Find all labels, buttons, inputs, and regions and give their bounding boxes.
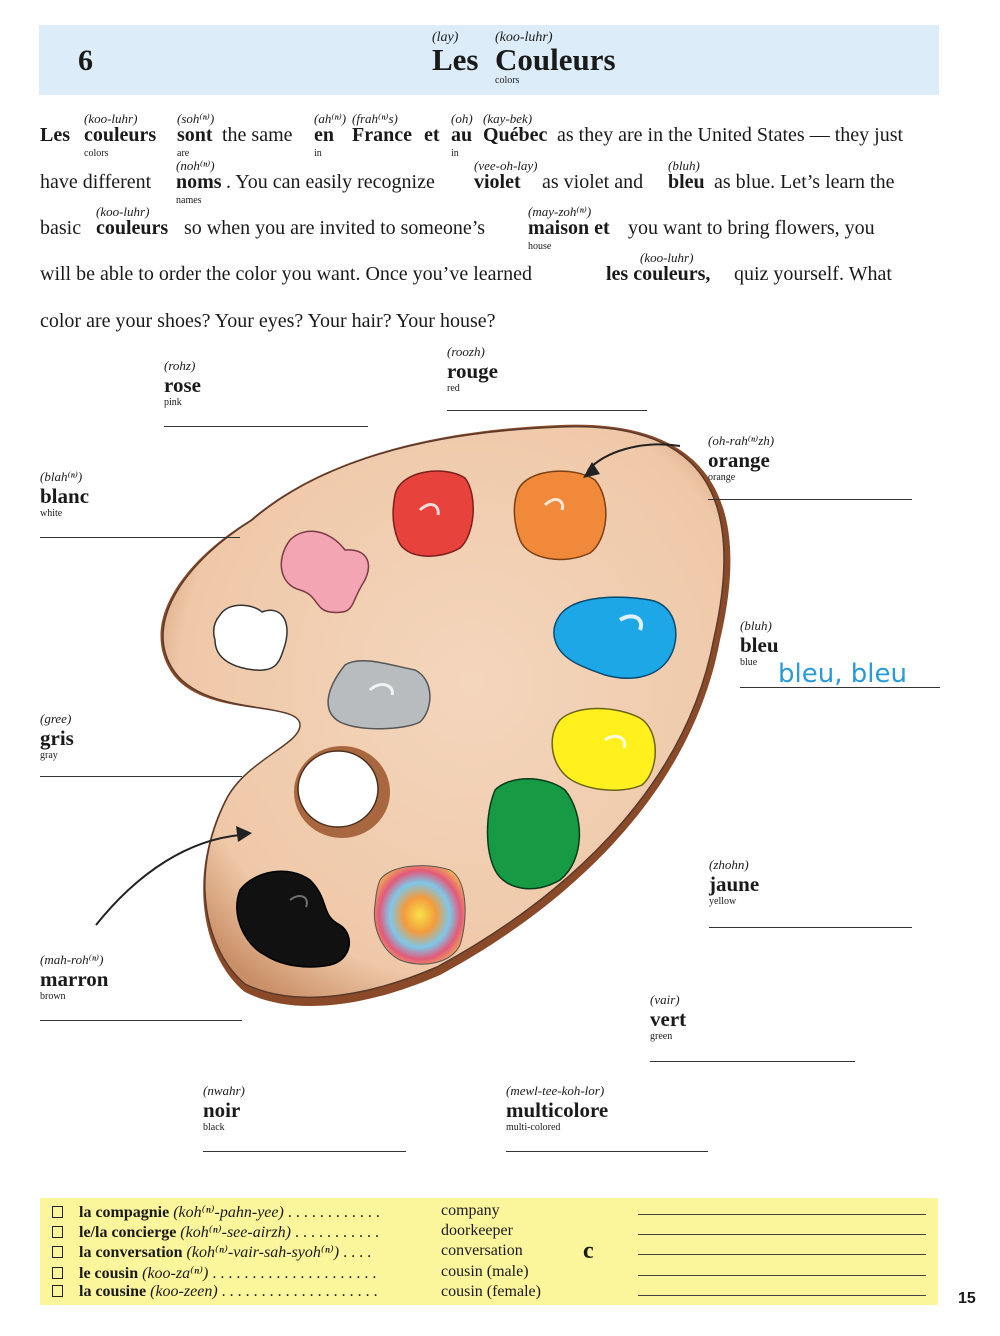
vocab-row: la compagnie (koh⁽ⁿ⁾-pahn-yee) . . . . . . . . . . . . bbox=[52, 1202, 380, 1222]
para-translation-couleurs: colors bbox=[84, 148, 109, 159]
answer-line-marron[interactable] bbox=[40, 1020, 242, 1021]
color-label-multicolore: (mewl-tee-koh-lor) multicolore multi-colored bbox=[506, 1083, 609, 1133]
color-label-rose: (rohz) rose pink bbox=[164, 358, 201, 408]
para-phonetic-les-couleurs: (koo-luhr) bbox=[640, 250, 694, 265]
para-translation-en: in bbox=[314, 148, 322, 159]
para-word-france: France bbox=[352, 124, 412, 146]
para-phonetic-au: (oh) bbox=[451, 111, 473, 126]
para-word-quebec: Québec bbox=[483, 124, 548, 146]
answer-line-rose[interactable] bbox=[164, 426, 368, 427]
step-number: 6 bbox=[78, 44, 93, 77]
answer-line-vert[interactable] bbox=[650, 1061, 855, 1062]
title-phonetic-couleurs: (koo-luhr) bbox=[495, 30, 553, 45]
vocab-answer-line[interactable] bbox=[638, 1234, 926, 1235]
color-label-rouge: (roozh) rouge red bbox=[447, 344, 498, 394]
para-word-et: et bbox=[424, 124, 440, 146]
para-phonetic-noms: (noh⁽ⁿ⁾) bbox=[176, 158, 215, 173]
para-word-les-couleurs: les couleurs, bbox=[606, 263, 711, 285]
white-paint-blob bbox=[214, 605, 287, 670]
para-text: have different bbox=[40, 171, 152, 193]
para-word-couleurs: couleurs bbox=[96, 217, 169, 239]
vocab-answer-line[interactable] bbox=[638, 1214, 926, 1215]
para-text: so when you are invited to someone’s bbox=[184, 217, 486, 239]
para-phonetic-sont: (soh⁽ⁿ⁾) bbox=[177, 111, 215, 126]
handwritten-answer-bleu: bleu, bleu bbox=[778, 659, 907, 689]
para-text: . You can easily recognize bbox=[226, 171, 435, 193]
vocab-row: le cousin (koo-za⁽ⁿ⁾) . . . . . . . . . . . . . . . . . . . . . bbox=[52, 1263, 376, 1283]
para-phonetic-en: (ah⁽ⁿ⁾) bbox=[314, 111, 347, 126]
para-phonetic-bleu: (bluh) bbox=[668, 158, 700, 173]
para-translation-noms: names bbox=[176, 195, 202, 206]
para-phonetic-quebec: (kay-bek) bbox=[483, 111, 533, 126]
checkbox-icon[interactable] bbox=[52, 1285, 63, 1297]
para-text: color are your shoes? Your eyes? Your hair? Your house? bbox=[40, 310, 496, 332]
para-phonetic-couleurs: (koo-luhr) bbox=[96, 204, 150, 219]
color-label-jaune: (zhohn) jaune yellow bbox=[709, 857, 760, 907]
para-phonetic-violet: (vee-oh-lay) bbox=[474, 158, 538, 173]
orange-paint-blob bbox=[514, 471, 605, 559]
para-word-en: en bbox=[314, 124, 334, 146]
vocab-meaning: company bbox=[441, 1202, 500, 1219]
para-text: quiz yourself. What bbox=[734, 263, 892, 285]
para-word-violet: violet bbox=[474, 171, 521, 193]
answer-line-bleu[interactable] bbox=[740, 687, 940, 688]
answer-line-jaune[interactable] bbox=[709, 927, 912, 928]
para-word-couleurs: couleurs bbox=[84, 124, 157, 146]
yellow-paint-blob bbox=[552, 708, 655, 790]
color-label-marron: (mah-roh⁽ⁿ⁾) marron brown bbox=[40, 952, 109, 1002]
multicolor-paint-blob bbox=[374, 866, 465, 964]
title-word-les: Les bbox=[432, 42, 479, 77]
para-translation-sont: are bbox=[177, 148, 190, 159]
checkbox-icon[interactable] bbox=[52, 1226, 63, 1238]
para-phonetic-couleurs: (koo-luhr) bbox=[84, 111, 138, 126]
para-text: you want to bring flowers, you bbox=[628, 217, 875, 239]
vocab-answer-line[interactable] bbox=[638, 1275, 926, 1276]
vocab-meaning: cousin (male) bbox=[441, 1263, 529, 1280]
vocab-answer-line[interactable] bbox=[638, 1295, 926, 1296]
red-paint-blob bbox=[393, 471, 473, 556]
title-word-couleurs: Couleurs bbox=[495, 42, 616, 77]
answer-line-blanc[interactable] bbox=[40, 537, 240, 538]
para-word-noms: noms bbox=[176, 171, 222, 193]
page-number: 15 bbox=[958, 1290, 976, 1307]
para-phonetic-france: (frah⁽ⁿ⁾s) bbox=[352, 111, 398, 126]
checkbox-icon[interactable] bbox=[52, 1267, 63, 1279]
para-word-sont: sont bbox=[177, 124, 213, 146]
para-text: will be able to order the color you want. Once you’ve learned bbox=[40, 263, 533, 285]
para-text: basic bbox=[40, 217, 82, 239]
para-text: as violet and bbox=[542, 171, 644, 193]
answer-line-rouge[interactable] bbox=[447, 410, 647, 411]
color-label-blanc: (blah⁽ⁿ⁾) blanc white bbox=[40, 469, 90, 519]
para-text: as blue. Let’s learn the bbox=[714, 171, 895, 193]
gray-paint-blob bbox=[328, 661, 430, 729]
para-text: as they are in the United States — they just bbox=[557, 124, 904, 146]
para-word-les: Les bbox=[40, 124, 70, 146]
color-label-bleu: (bluh) bleu blue bbox=[740, 618, 779, 668]
answer-line-multicolore[interactable] bbox=[506, 1151, 708, 1152]
para-text: the same bbox=[222, 124, 293, 146]
color-label-orange: (oh-rah⁽ⁿ⁾zh) orange orange bbox=[708, 433, 775, 483]
color-label-gris: (gree) gris gray bbox=[40, 711, 74, 761]
title-phonetic-les: (lay) bbox=[432, 30, 459, 45]
para-word-maison: maison et bbox=[528, 217, 610, 239]
answer-line-gris[interactable] bbox=[40, 776, 242, 777]
vocab-meaning: cousin (female) bbox=[441, 1283, 541, 1300]
color-label-vert: (vair) vert green bbox=[650, 992, 687, 1042]
para-word-bleu: bleu bbox=[668, 171, 705, 193]
para-phonetic-maison: (may-zoh⁽ⁿ⁾) bbox=[528, 204, 592, 219]
green-paint-blob bbox=[488, 779, 580, 889]
color-label-noir: (nwahr) noir black bbox=[203, 1083, 245, 1133]
para-word-au: au bbox=[451, 124, 473, 146]
checkbox-icon[interactable] bbox=[52, 1206, 63, 1218]
vocab-meaning: doorkeeper bbox=[441, 1222, 513, 1239]
vocab-row: la conversation (koh⁽ⁿ⁾-vair-sah-syoh⁽ⁿ⁾) . . . . bbox=[52, 1242, 371, 1262]
para-translation-au: in bbox=[451, 148, 459, 159]
checkbox-icon[interactable] bbox=[52, 1246, 63, 1258]
answer-line-orange[interactable] bbox=[708, 499, 912, 500]
para-translation-maison: house bbox=[528, 241, 552, 252]
vocab-meaning: conversation bbox=[441, 1242, 523, 1259]
vocab-letter: c bbox=[583, 1238, 594, 1264]
vocab-row: la cousine (koo-zeen) . . . . . . . . . . . . . . . . . . . . bbox=[52, 1283, 378, 1303]
vocab-row: le/la concierge (koh⁽ⁿ⁾-see-airzh) . . . . . . . . . . . bbox=[52, 1222, 379, 1242]
vocab-answer-line[interactable] bbox=[638, 1254, 926, 1255]
title-translation-couleurs: colors bbox=[495, 75, 520, 86]
answer-line-noir[interactable] bbox=[203, 1151, 406, 1152]
